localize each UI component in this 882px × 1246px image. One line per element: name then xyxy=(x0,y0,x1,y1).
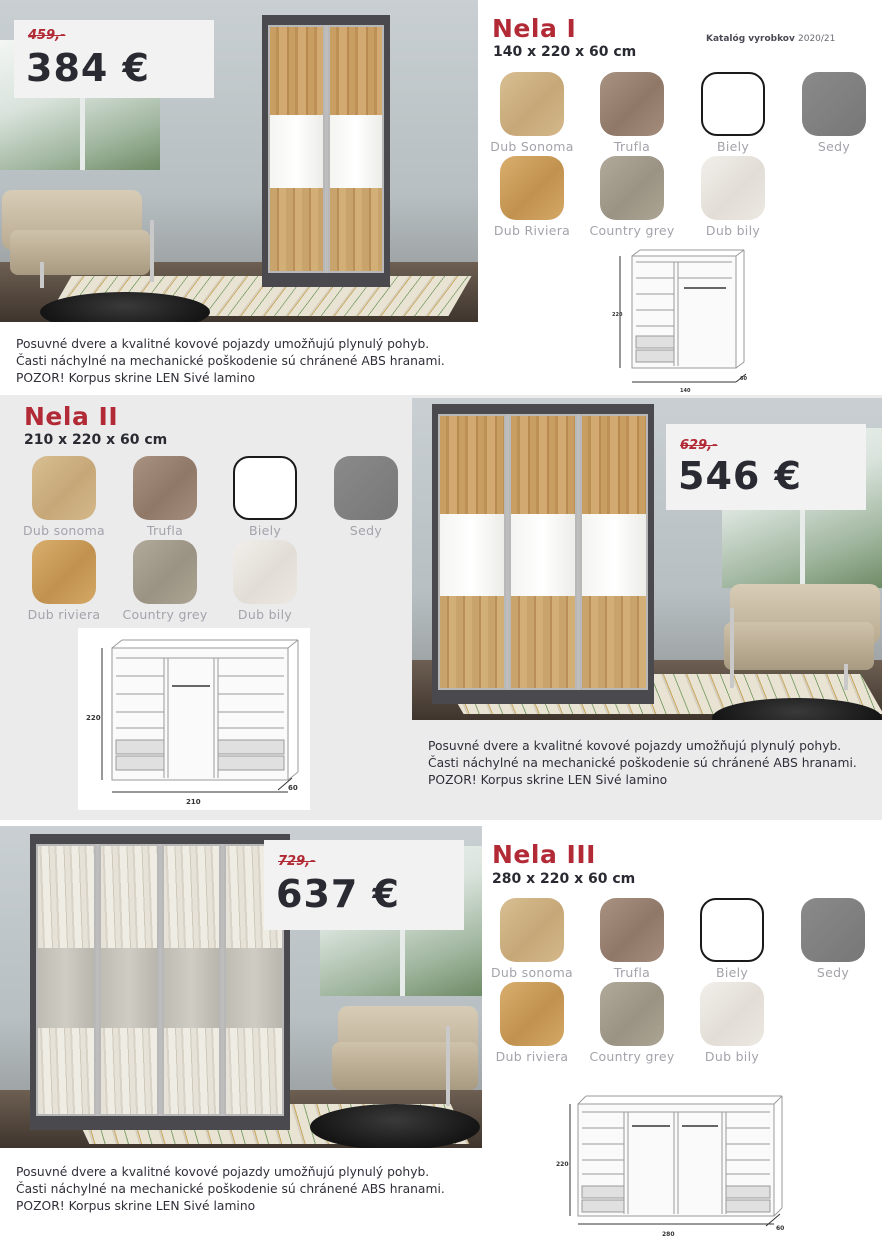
nela-1-dimensions: 140 x 220 x 60 cm xyxy=(493,44,637,60)
nela-2-price-box xyxy=(666,424,866,510)
swatch-dub-riviera[interactable] xyxy=(481,982,583,1068)
nela-1-title: Nela I xyxy=(492,14,577,43)
nela-2-description xyxy=(428,738,857,789)
swatch-dub-bily[interactable] xyxy=(681,982,783,1068)
swatch-country-grey[interactable] xyxy=(581,156,683,242)
catalog-year: 2020/21 xyxy=(798,34,836,44)
swatch-label: Country grey xyxy=(122,607,208,622)
swatch-label: Dub riviera xyxy=(495,1049,569,1064)
description-line: Posuvné dvere a kvalitné kovové pojazdy umožňujú plynulý pohyb. xyxy=(428,739,842,753)
swatch-label: Trufla xyxy=(613,965,651,980)
swatch-biely[interactable] xyxy=(682,72,784,158)
swatch-label: Dub bily xyxy=(704,1049,760,1064)
swatch-biely[interactable] xyxy=(681,898,783,984)
swatch-dub-sonoma[interactable] xyxy=(13,456,115,542)
swatch-country-grey[interactable] xyxy=(114,540,216,626)
swatch-label: Dub Sonoma xyxy=(490,139,574,154)
swatch-label: Biely xyxy=(248,523,282,538)
swatch-dub-bily[interactable] xyxy=(214,540,316,626)
swatch-label: Biely xyxy=(715,965,749,980)
swatch-label: Country grey xyxy=(589,223,675,238)
old-price: 729,- xyxy=(278,854,316,869)
description-line: POZOR! Korpus skrine LEN Sivé lamino xyxy=(428,773,668,787)
nela-3-price-box xyxy=(264,840,464,930)
nela-1-price-box xyxy=(14,20,214,98)
nela-3-title: Nela III xyxy=(492,840,596,869)
wardrobe-illustration xyxy=(30,834,290,1130)
description-line: Časti náchylné na mechanické poškodenie sú chránené ABS hranami. xyxy=(16,354,445,368)
nela-3-dimensions: 280 x 220 x 60 cm xyxy=(492,871,636,887)
drawing-height: 220 xyxy=(612,312,623,318)
swatch-label: Dub sonoma xyxy=(490,965,574,980)
description-line: Posuvné dvere a kvalitné kovové pojazdy umožňujú plynulý pohyb. xyxy=(16,337,430,351)
price: 546 € xyxy=(678,454,802,498)
drawing-depth: 60 xyxy=(740,376,747,382)
swatch-label: Dub bily xyxy=(237,607,293,622)
swatch-dub-riviera[interactable] xyxy=(13,540,115,626)
price: 637 € xyxy=(276,872,400,916)
description-line: POZOR! Korpus skrine LEN Sivé lamino xyxy=(16,371,256,385)
catalog-name: Katalóg vyrobkov xyxy=(706,34,795,44)
description-line: POZOR! Korpus skrine LEN Sivé lamino xyxy=(16,1199,256,1213)
drawing-depth: 60 xyxy=(776,1225,785,1232)
description-line: Časti náchylné na mechanické poškodenie sú chránené ABS hranami. xyxy=(428,756,857,770)
swatch-trufla[interactable] xyxy=(581,898,683,984)
swatch-trufla[interactable] xyxy=(114,456,216,542)
swatch-label: Sedy xyxy=(349,523,383,538)
wardrobe-illustration xyxy=(262,15,390,287)
swatch-sedy[interactable] xyxy=(315,456,417,542)
nela-1-technical-drawing xyxy=(606,248,756,396)
swatch-label: Trufla xyxy=(613,139,651,154)
price: 384 € xyxy=(26,46,150,90)
drawing-height: 220 xyxy=(86,714,101,722)
drawing-width: 210 xyxy=(186,798,201,806)
nela-2-dimensions: 210 x 220 x 60 cm xyxy=(24,432,168,448)
swatch-biely[interactable] xyxy=(214,456,316,542)
nela-1-description xyxy=(16,336,445,387)
swatch-label: Trufla xyxy=(146,523,184,538)
old-price: 629,- xyxy=(680,438,718,453)
swatch-label: Sedy xyxy=(816,965,850,980)
wardrobe-illustration xyxy=(432,404,654,704)
swatch-trufla[interactable] xyxy=(581,72,683,158)
nela-3-description xyxy=(16,1164,445,1215)
catalog-label xyxy=(706,34,835,44)
nela-3-technical-drawing xyxy=(552,1090,792,1240)
swatch-label: Dub riviera xyxy=(27,607,101,622)
swatch-sedy[interactable] xyxy=(783,72,882,158)
drawing-depth: 60 xyxy=(288,784,298,792)
description-line: Časti náchylné na mechanické poškodenie sú chránené ABS hranami. xyxy=(16,1182,445,1196)
swatch-label: Dub sonoma xyxy=(22,523,106,538)
swatch-label: Sedy xyxy=(817,139,851,154)
nela-2-title: Nela II xyxy=(24,402,119,431)
swatch-country-grey[interactable] xyxy=(581,982,683,1068)
swatch-label: Dub Riviera xyxy=(493,223,571,238)
swatch-dub-sonoma[interactable] xyxy=(481,72,583,158)
description-line: Posuvné dvere a kvalitné kovové pojazdy umožňujú plynulý pohyb. xyxy=(16,1165,430,1179)
drawing-width: 280 xyxy=(662,1231,675,1238)
drawing-width: 140 xyxy=(680,388,691,394)
old-price: 459,- xyxy=(28,28,66,43)
swatch-label: Dub bily xyxy=(705,223,761,238)
swatch-label: Biely xyxy=(716,139,750,154)
swatch-dub-sonoma[interactable] xyxy=(481,898,583,984)
nela-2-technical-drawing xyxy=(78,628,310,810)
swatch-dub-riviera[interactable] xyxy=(481,156,583,242)
swatch-dub-bily[interactable] xyxy=(682,156,784,242)
swatch-sedy[interactable] xyxy=(782,898,882,984)
drawing-height: 220 xyxy=(556,1161,569,1168)
swatch-label: Country grey xyxy=(589,1049,675,1064)
